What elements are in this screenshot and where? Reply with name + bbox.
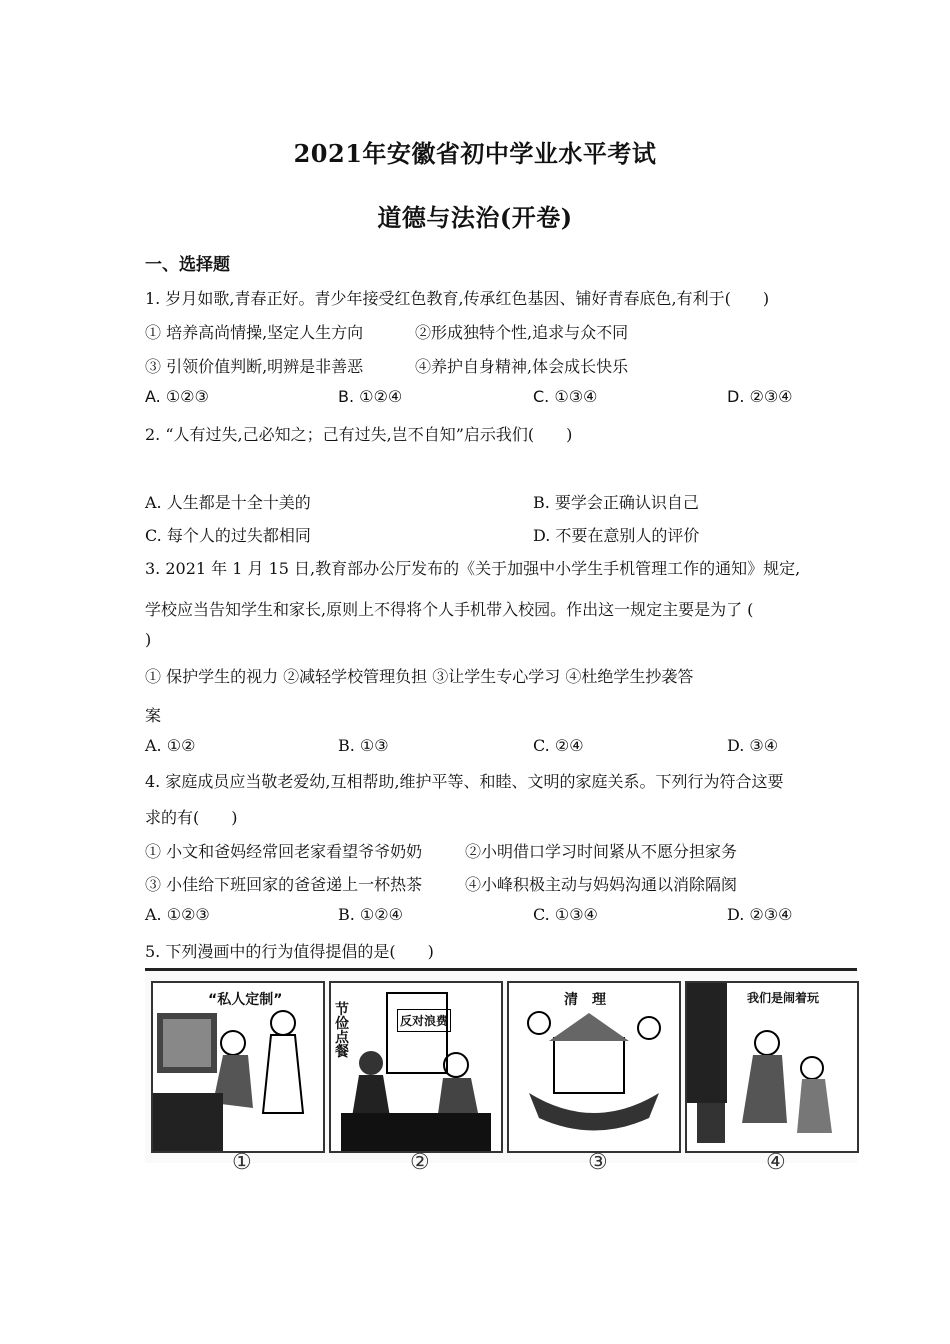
comic-panel-1 — [151, 981, 325, 1153]
q3-statements-cont: 案 — [145, 706, 162, 725]
q1-option-d: D. ②③④ — [727, 387, 793, 406]
q3-option-c: C. ②④ — [533, 736, 584, 755]
q3-option-d: D. ③④ — [727, 736, 779, 755]
comic-panel-4 — [685, 981, 859, 1153]
q5-stem: 5. 下列漫画中的行为值得提倡的是( ) — [145, 942, 434, 961]
exam-subtitle: 道德与法治(开卷) — [377, 203, 573, 232]
q2-option-a: A. 人生都是十全十美的 — [145, 493, 311, 512]
q3-stem-line-1: 3. 2021 年 1 月 15 日,教育部办公厅发布的《关于加强中小学生手机管理工作的通知》规定, — [145, 559, 801, 578]
q1-statement-1: ① 培养高尚情操,坚定人生方向 — [145, 323, 364, 342]
panel-number-2: ② — [410, 1150, 430, 1175]
q1-statement-3: ③ 引领价值判断,明辨是非善恶 — [145, 357, 364, 376]
q4-statement-3: ③ 小佳给下班回家的爸爸递上一杯热茶 — [145, 875, 423, 894]
q1-option-a: A. ①②③ — [145, 387, 209, 406]
q4-statement-4: ④小峰积极主动与妈妈沟通以消除隔阂 — [465, 875, 738, 894]
q2-option-c: C. 每个人的过失都相同 — [145, 526, 311, 545]
comic-panel-3 — [507, 981, 681, 1153]
q1-option-c: C. ①③④ — [533, 387, 598, 406]
q1-stem: 1. 岁月如歌,青春正好。青少年接受红色教育,传承红色基因、铺好青春底色,有利于( ) — [145, 289, 770, 308]
q4-option-c: C. ①③④ — [533, 905, 598, 924]
q4-stem-line-2: 求的有( ) — [145, 808, 238, 827]
q4-option-d: D. ②③④ — [727, 905, 793, 924]
section-heading: 一、选择题 — [145, 255, 230, 275]
panel-1-caption: “私人定制” — [208, 992, 283, 1008]
panel-4-drawing — [687, 983, 857, 1151]
panel-number-3: ③ — [588, 1150, 608, 1175]
q4-stem-line-1: 4. 家庭成员应当敬老爱幼,互相帮助,维护平等、和睦、文明的家庭关系。下列行为符合这要 — [145, 772, 784, 791]
panel-4-caption: 我们是闹着玩 — [747, 991, 820, 1005]
q3-stem-line-3: ) — [145, 630, 152, 649]
panel-3-drawing — [509, 983, 679, 1151]
panel-number-4: ④ — [766, 1150, 786, 1175]
q3-option-a: A. ①② — [145, 736, 196, 755]
q2-option-d: D. 不要在意别人的评价 — [533, 526, 700, 545]
q1-statement-4: ④养护自身精神,体会成长快乐 — [415, 357, 629, 376]
panel-2-caption: 节俭点餐 — [335, 1002, 349, 1060]
q1-statement-2: ②形成独特个性,追求与众不同 — [415, 323, 629, 342]
panel-number-1: ① — [232, 1150, 252, 1175]
q4-option-b: B. ①②④ — [338, 905, 403, 924]
comic-strip — [145, 968, 857, 1163]
q3-stem-line-2: 学校应当告知学生和家长,原则上不得将个人手机带入校园。作出这一规定主要是为了 ( — [145, 600, 754, 619]
panel-3-caption: 清 理 — [564, 992, 606, 1008]
comic-panel-2 — [329, 981, 503, 1153]
q4-statement-1: ① 小文和爸妈经常回老家看望爷爷奶奶 — [145, 842, 423, 861]
panel-1-drawing — [153, 983, 323, 1151]
q2-option-b: B. 要学会正确认识自己 — [533, 493, 699, 512]
q2-stem: 2. “人有过失,己必知之；己有过失,岂不自知”启示我们( ) — [145, 425, 573, 444]
q1-option-b: B. ①②④ — [338, 387, 403, 406]
q3-option-b: B. ①③ — [338, 736, 389, 755]
q3-statements: ① 保护学生的视力 ②减轻学校管理负担 ③让学生专心学习 ④杜绝学生抄袭答 — [145, 667, 694, 686]
exam-title: 2021年安徽省初中学业水平考试 — [293, 139, 657, 168]
panel-2-sign: 反对浪费 — [397, 1009, 451, 1032]
q4-option-a: A. ①②③ — [145, 905, 210, 924]
q4-statement-2: ②小明借口学习时间紧从不愿分担家务 — [465, 842, 738, 861]
